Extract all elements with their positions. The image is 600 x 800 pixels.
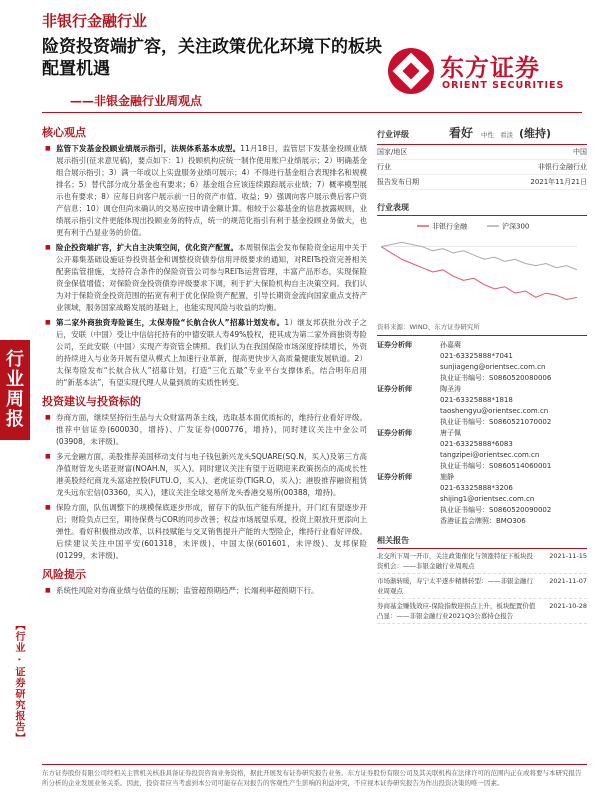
bullet-text: 11月18日，监管层下发基金投顾业绩展示指引(征求意见稿)，要点如下：1）投顾机构应统一制作使用账户业绩展示；2）明确基金组合展示指引；3）满一年或以上实盘服务业绩可展示；4）不得进行基金组合表现排名和规模排名；5）替代部分成分基金也有要求；6）基金组合应该连续跟踪展示业绩；7）概率模型展示也有要求；8）应每日向客户展示前一日的资产市值、收益；9）强调向客户展示费后客户资产信息；10）调仓但尚未确认的交易应按申请金额计算。相较于公募基金的信息披露规则，业绩展示指引文件更能体现出投顾业务的特点，统一的规范化指引有利于基金投顾业务做大，也更有利于凸显业务的价值。 <box>56 144 367 237</box>
analyst-row <box>377 450 587 461</box>
rating-row <box>377 124 587 145</box>
band-char: 行 <box>6 349 24 370</box>
analyst-row <box>377 406 587 417</box>
core-bullet <box>42 242 367 314</box>
rating-label: 行业评级 <box>377 130 409 139</box>
bullet-text: 系统性风险对券商业绩与估值的压制；监管超预期趋严；长端利率超预期下行。 <box>56 586 319 595</box>
analyst-row <box>377 373 587 384</box>
analyst-role: 证券分析师 <box>377 429 412 437</box>
analyst-row <box>377 362 587 373</box>
analyst-row <box>377 439 587 450</box>
info-key: 国家/地区 <box>377 148 408 156</box>
analyst-role: 证券分析师 <box>377 385 412 393</box>
analyst-list <box>377 340 587 527</box>
info-row <box>377 145 587 160</box>
related-date: 2021-11-15 <box>549 552 587 560</box>
analyst-role <box>377 516 440 527</box>
analyst-detail: 021-63325888*3206 <box>440 484 513 492</box>
analyst-row <box>377 340 587 351</box>
advice-bullet <box>42 451 367 499</box>
related-item[interactable] <box>377 574 587 599</box>
section-title-core: 核心观点 <box>42 126 86 139</box>
analyst-role: 证券分析师 <box>377 341 412 349</box>
related-text: 券商基金赚钱效应-保险指数迎拐点上升，板块配置价值凸显：——非银金融行业2021Q3公募持仓报告 <box>377 602 536 620</box>
legend-label: 非银行金融 <box>432 222 467 231</box>
analyst-row <box>377 384 587 395</box>
disclaimer-footer: 东方证券股份有限公司经相关主管机关核准具备证券投资咨询业务资格，据此开展发布证券研究报告业务。东方证券股份有限公司及其关联机构在法律许可的范围内正在或将要与本研究报告所分析的企业发展业务关系。因此，投资者应当考虑到本公司可能存在对报告的客观性产生影响的利益冲突，不应视本证券研究报告为作出投资决策的唯一因素。 <box>42 764 587 788</box>
analyst-detail: 唐子佩 <box>440 429 461 437</box>
info-key: 报告发布日期 <box>377 178 419 186</box>
rating-value: 看好 <box>449 126 474 140</box>
rating-keep: (维持) <box>519 127 552 140</box>
company-logo <box>388 42 568 100</box>
logo-text-en: ORIENT SECURITIES <box>442 80 565 91</box>
bullet-bold: 险企投资端扩容，扩大自主决策空间，优化资产配置。 <box>56 243 239 252</box>
bullet-text: 券商方面，继续坚持衍生品与大众财富两条主线，选取基本面优质标的，维持行业看好评级。推荐中信证券(600030，增持)、广发证券(000776，增持)，同时建议关注中金公司(03908，未评级)。 <box>56 413 367 446</box>
page-subtitle: ——非银金融行业周观点 <box>70 94 203 108</box>
core-bullet <box>42 143 367 239</box>
risk-bullet <box>42 585 367 597</box>
analyst-row <box>377 505 587 516</box>
advice-bullet <box>42 502 367 562</box>
analyst-role <box>377 483 440 494</box>
analyst-detail: sunjiageng@orientsec.com.cn <box>440 363 546 371</box>
analyst-role <box>377 439 440 450</box>
analyst-detail: 021-63325888*7041 <box>440 352 513 360</box>
analyst-detail: 香港证监会牌照：BMO306 <box>440 517 526 525</box>
analyst-detail: 执业证书编号：S0860521070002 <box>440 418 552 426</box>
header-divider <box>42 112 582 113</box>
analyst-role <box>377 505 440 516</box>
analyst-role <box>377 450 440 461</box>
analyst-row <box>377 483 587 494</box>
analyst-detail: 执业证书编号：S0860514060001 <box>440 462 552 470</box>
related-title: 相关报告 <box>377 535 587 549</box>
analyst-role <box>377 395 440 406</box>
main-content <box>42 120 367 600</box>
bullet-text: 多元金融方面，美股推荐美国移动支付与电子钱包新兴龙头SQUARE(SQ.N，买入)及第三方高净值财管龙头诺亚财富(NOAH.N，买入)。同时建议关注有望于近期迎来政策拐点的高成长性港美股经纪商龙头富途控股(FUTU.O，买入)、老虎证券(TIGR.O，买入)；港股推荐融资租赁龙头远东宏信(03360，买入)，建议关注全球交易所龙头香港交易所(00388，增持)。 <box>56 452 367 497</box>
page-title: 险资投资端扩容，关注政策优化环境下的板块配置机遇 <box>42 37 382 79</box>
analyst-detail: taoshengyu@orientsec.com.cn <box>440 407 549 415</box>
core-bullet <box>42 317 367 389</box>
analyst-row <box>377 417 587 428</box>
series-line-0 <box>381 247 577 300</box>
analyst-row <box>377 395 587 406</box>
bullet-bold: 监管下发基金投顾业绩展示指引，法规体系基本成型。 <box>56 144 241 153</box>
band-char: 周 <box>6 389 24 410</box>
analyst-detail: 执业证书编号：S0860520090002 <box>440 506 552 514</box>
chart-title: 行业表现 <box>377 202 587 216</box>
analyst-row <box>377 494 587 505</box>
analyst-role <box>377 461 440 472</box>
band-char: 报 <box>6 409 24 430</box>
analyst-row <box>377 472 587 483</box>
analyst-row <box>377 461 587 472</box>
related-text: 市场渐转暖，寿宁太平逐步精耕转型：——非银金融行业周观点 <box>377 577 533 595</box>
chart-source: 资料来源：WIND、东方证券研究所 <box>377 322 587 336</box>
related-item[interactable] <box>377 599 587 624</box>
info-value: 中国 <box>573 148 587 156</box>
analyst-row <box>377 516 587 527</box>
related-date: 2021-10-28 <box>549 602 587 610</box>
analyst-row <box>377 351 587 362</box>
analyst-role <box>377 351 440 362</box>
section-title-risk: 风险提示 <box>42 568 86 581</box>
info-key: 行业 <box>377 163 391 171</box>
vertical-label: 【行业 · 证券研究报告】 <box>13 620 24 744</box>
analyst-role <box>377 494 440 505</box>
info-value: 非银行金融行业 <box>538 163 587 171</box>
bullet-text: 保险方面，队伍调整下的规模保底逐步形成，留存下的队伍产能有所提升，开门红有望逐步开启；财险负点已至，期待保费与COR的同步改善；权益市场展望乐观，投资上限放开更添向上弹性。看好积极推动改革，以科技赋能与交叉销售提升产能的大型险企，维持行业看好评级。后续建议关注中国平安(601318，未评级)、中国太保(601601，未评级)、友邦保险(01299，未评级)。 <box>56 503 367 560</box>
info-row <box>377 175 587 190</box>
info-value: 2021年11月21日 <box>530 178 587 186</box>
analyst-detail: 执业证书编号：S0860520080006 <box>440 374 552 382</box>
rating-neutral: 中性 <box>481 131 495 139</box>
logo-mark-icon <box>388 48 434 94</box>
industry-tag: 非银行金融行业 <box>42 12 148 30</box>
analyst-role <box>377 406 440 417</box>
related-text: 北交所下周一开市，关注政策催化与领涨特征下板块投资机会：——非银金融行业周观点 <box>377 552 533 570</box>
analyst-role <box>377 362 440 373</box>
bullet-bold: 第二家外商独资寿险诞生，太保寿险“长航合伙人”招募计划发布。 <box>56 318 285 327</box>
analyst-row <box>377 428 587 439</box>
band-char: 业 <box>6 369 24 390</box>
side-panel <box>377 120 587 624</box>
performance-chart <box>377 218 587 318</box>
section-title-advice: 投资建议与投资标的 <box>42 395 141 408</box>
analyst-detail: shijing1@orientsec.com.cn <box>440 495 535 503</box>
bullet-text: 本周银保监会发布保险资金运用中关于公开募集基础设施证券投资基金和调整投资债券信用评级要求的通知，对REITs投资完善相关配套监管措施，支持符合条件的保险资管公司参与REITs运营管理，丰富产品形态，实现保险资金保值增值；对保险资金投资债券评级要求下调，利于扩大保险机构自主决策空间。我们认为对于保险资金投资范围的拓宽有利于优化保险资产配置，引导长期资金流向国家重点支持产业领域，服务国家战略发展的基础上，也能实现风险与收益的均衡。 <box>56 243 368 312</box>
analyst-role <box>377 373 440 384</box>
report-type-band <box>0 340 30 440</box>
analyst-detail: 陶圣涛 <box>440 385 461 393</box>
bullet-text: 1）继友邦获批分改子之后，安联（中国）受让中信信托持有的中德安联人寿49%股权，使其成为第二家外商独资寿险公司，至此安联（中国）实现产寿资管全牌照。我们认为在我国保险市场深度持续增长，外资的持续进入与业务开展有望从模式上加速行业革新，提高更快步入高质量健康发展轨道。2）太保寿险发布“长航合伙人”招募计划，打造“三化五最”专业平台支撑体系，结合明年启用的“新基本法”，有望实现代理人从量到质的实质性转变。 <box>56 318 368 387</box>
related-item[interactable] <box>377 549 587 574</box>
analyst-detail: 021-63325888*6083 <box>440 440 513 448</box>
info-row <box>377 160 587 175</box>
related-date: 2021-11-07 <box>549 577 587 585</box>
analyst-detail: 孙嘉赓 <box>440 341 461 349</box>
legend-label: 沪深300 <box>502 222 530 231</box>
analyst-detail: tangzipei@orientsec.com.cn <box>440 451 540 459</box>
analyst-role <box>377 417 440 428</box>
analyst-role: 证券分析师 <box>377 473 412 481</box>
advice-bullet <box>42 412 367 448</box>
logo-text-cn: 东方证券 <box>440 54 540 82</box>
analyst-detail: 021-63325888*1818 <box>440 396 513 404</box>
rating-negative: 看淡 <box>500 131 514 139</box>
analyst-detail: 施静 <box>440 473 454 481</box>
